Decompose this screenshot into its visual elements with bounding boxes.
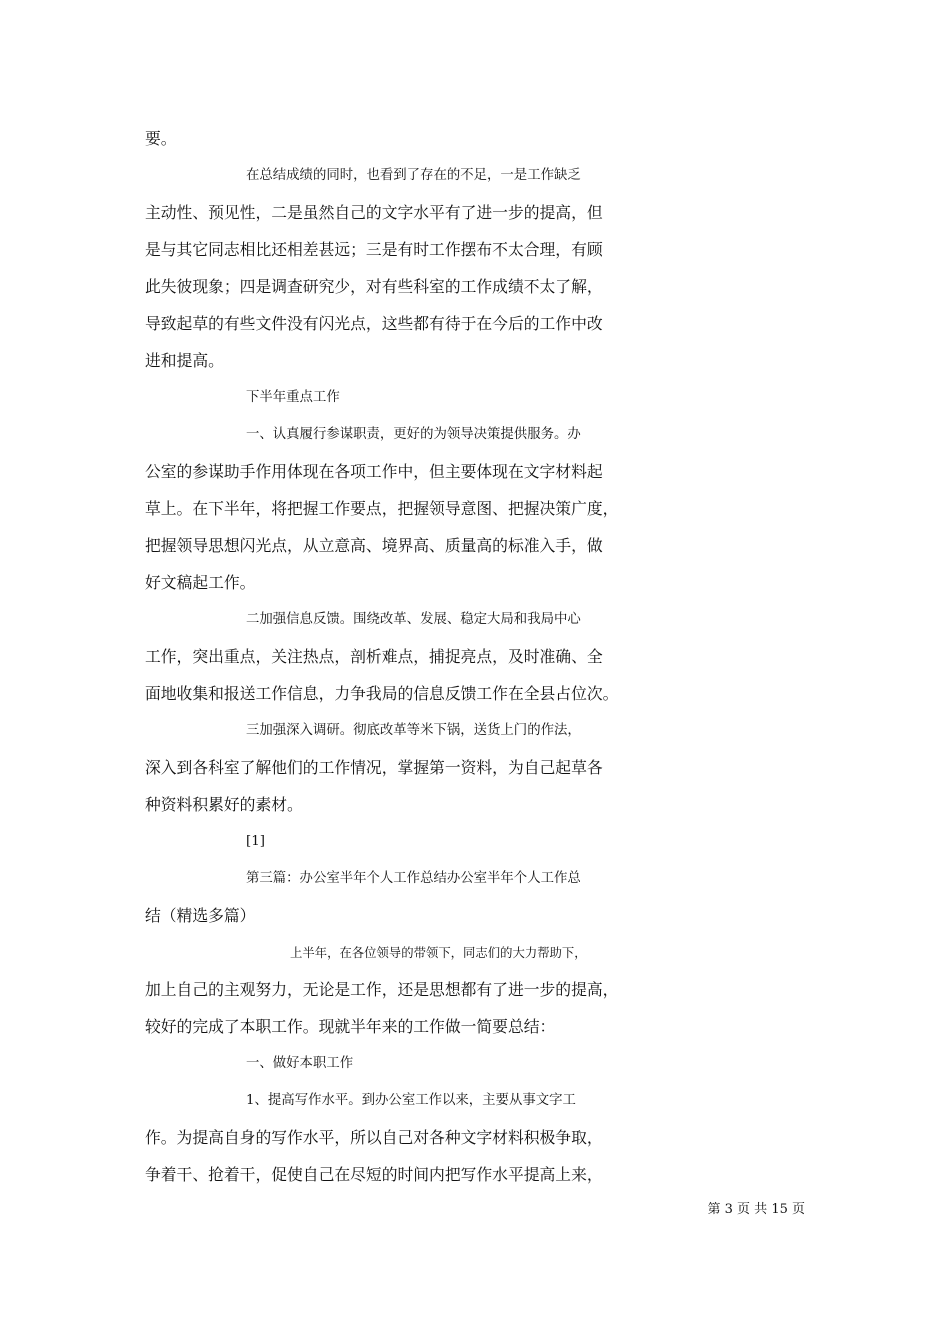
text-line: 加上自己的主观努力，无论是工作，还是思想都有了进一步的提高， [145, 980, 619, 999]
text-line: 此失彼现象；四是调查研究少，对有些科室的工作成绩不太了解， [145, 277, 603, 296]
page-number: 第 3 页 共 15 页 [707, 1202, 805, 1217]
text-line: 主动性、预见性，二是虽然自己的文字水平有了进一步的提高，但 [145, 203, 603, 222]
text-line: 把握领导思想闪光点，从立意高、境界高、质量高的标准入手，做 [145, 536, 603, 555]
text-line: 1、提高写作水平。到办公室工作以来，主要从事文字工 [246, 1093, 576, 1108]
text-line: 是与其它同志相比还相差甚远；三是有时工作摆布不太合理，有顾 [145, 240, 603, 259]
section-heading: 一、做好本职工作 [246, 1056, 354, 1071]
text-line: 种资料积累好的素材。 [145, 795, 303, 814]
text-line: 较好的完成了本职工作。现就半年来的工作做一简要总结： [145, 1017, 556, 1036]
text-line: 作。为提高自身的写作水平，所以自己对各种文字材料积极争取， [145, 1128, 603, 1147]
text-line: 进和提高。 [145, 351, 224, 370]
text-line: 二加强信息反馈。围绕改革、发展、稳定大局和我局中心 [246, 612, 581, 627]
reference-marker: [1] [246, 834, 265, 849]
text-line: 面地收集和报送工作信息，力争我局的信息反馈工作在全县占位次。 [145, 684, 619, 703]
section-title: 第三篇：办公室半年个人工作总结办公室半年个人工作总 [246, 871, 581, 886]
text-line: 工作，突出重点，关注热点，剖析难点，捕捉亮点，及时准确、全 [145, 647, 603, 666]
text-line: 三加强深入调研。彻底改革等米下锅，送货上门的作法， [246, 723, 581, 738]
text-line: 导致起草的有些文件没有闪光点，这些都有待于在今后的工作中改 [145, 314, 603, 333]
text-line: 公室的参谋助手作用体现在各项工作中，但主要体现在文字材料起 [145, 462, 603, 481]
text-line: 深入到各科室了解他们的工作情况，掌握第一资料，为自己起草各 [145, 758, 603, 777]
text-line: 上半年，在各位领导的带领下，同志们的大力帮助下， [290, 946, 587, 960]
section-heading: 下半年重点工作 [246, 390, 340, 405]
text-line: 在总结成绩的同时，也看到了存在的不足，一是工作缺乏 [246, 168, 581, 183]
text-line: 要。 [145, 129, 177, 148]
text-line: 好文稿起工作。 [145, 573, 256, 592]
section-title: 结（精选多篇） [145, 906, 256, 925]
text-line: 争着干、抢着干，促使自己在尽短的时间内把写作水平提高上来， [145, 1165, 603, 1184]
text-line: 一、认真履行参谋职责，更好的为领导决策提供服务。办 [246, 427, 581, 442]
text-line: 草上。在下半年，将把握工作要点，把握领导意图、把握决策广度， [145, 499, 619, 518]
